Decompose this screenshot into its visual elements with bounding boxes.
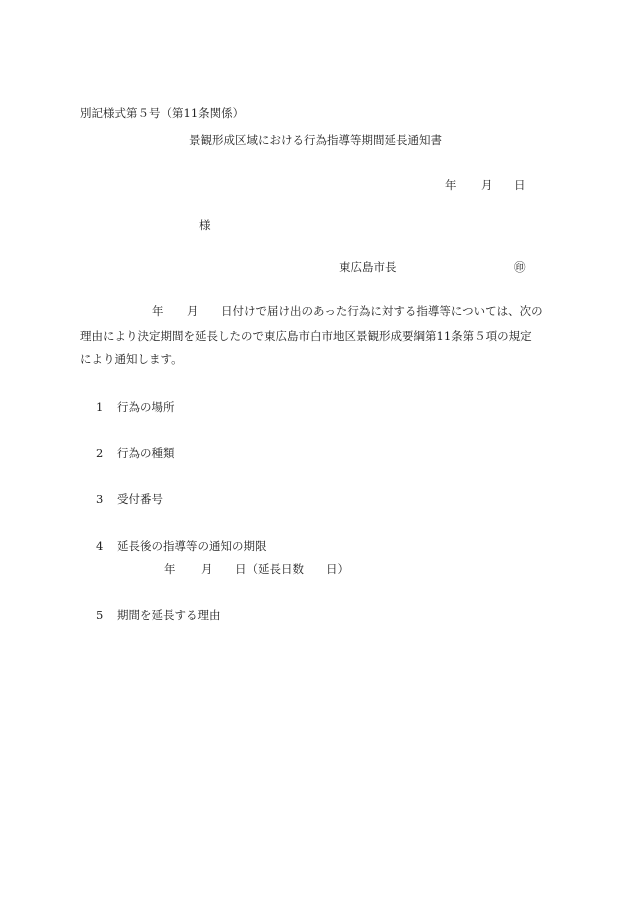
body-line-2: 理由により決定期間を延長したので東広島市白市地区景観形成要綱第11条第５項の規定 (80, 329, 532, 343)
item-label: 期間を延長する理由 (117, 608, 221, 622)
body-month: 月 (187, 304, 199, 318)
item-label: 延長後の指導等の通知の期限 (117, 539, 267, 553)
deadline-year: 年 (164, 562, 176, 576)
body-line-1: 日付けで届け出のあった行為に対する指導等については、次の (221, 304, 543, 318)
deadline-day-label: 日（延長日数 (235, 562, 304, 576)
date-day: 日 (514, 178, 526, 192)
date-month: 月 (481, 178, 493, 192)
item-number: 2 (96, 446, 104, 460)
item-number: 1 (96, 400, 104, 414)
item-number: 5 (96, 608, 104, 622)
body-line-3: により通知します。 (80, 352, 183, 366)
issuer-name: 東広島市長 (339, 260, 397, 274)
body-year: 年 (152, 304, 164, 318)
item-label: 受付番号 (117, 492, 163, 506)
item-number: 4 (96, 539, 104, 553)
item-label: 行為の場所 (117, 400, 175, 414)
date-year: 年 (445, 178, 457, 192)
document-title: 景観形成区域における行為指導等期間延長通知書 (189, 133, 442, 147)
seal-mark: ㊞ (514, 260, 526, 274)
addressee-suffix: 様 (199, 218, 211, 232)
deadline-day-close: 日） (326, 562, 349, 576)
form-number: 別記様式第５号（第11条関係） (80, 106, 245, 120)
item-number: 3 (96, 492, 104, 506)
item-label: 行為の種類 (117, 446, 175, 460)
deadline-month: 月 (201, 562, 213, 576)
